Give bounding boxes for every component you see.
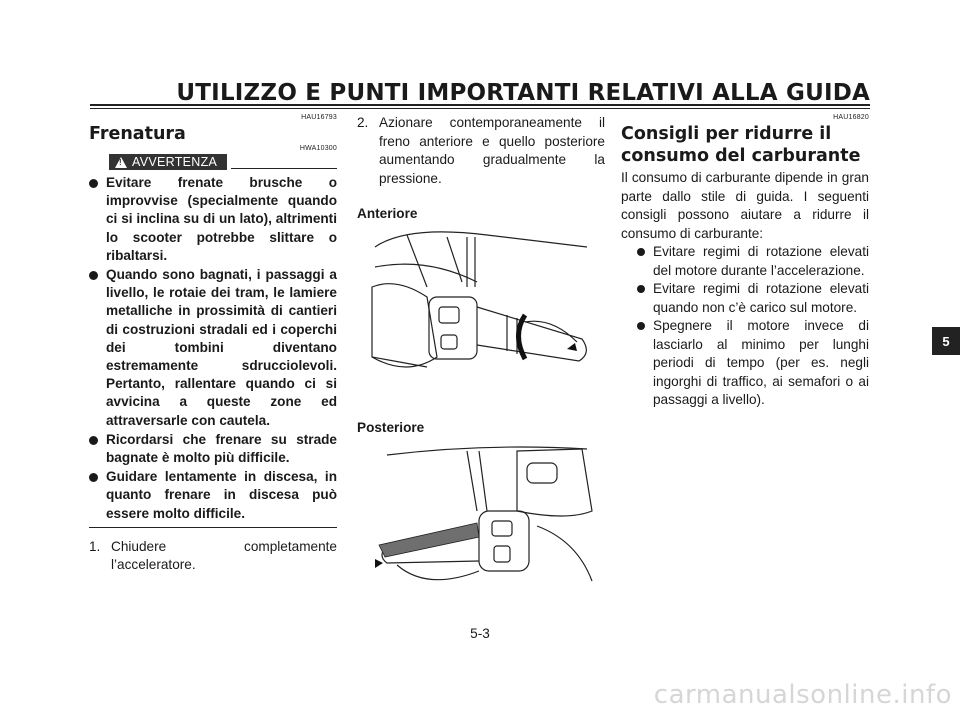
bullet-icon: [637, 322, 645, 330]
warning-item: Guidare lentamente in discesa, in quanto frenare in discesa può essere molto difficile.: [89, 468, 337, 523]
warning-rule: [231, 168, 337, 169]
warning-item: Ricordarsi che frenare su strade bagnate è molto più difficile.: [89, 431, 337, 467]
step-text: Chiudere completamente l’acceleratore.: [111, 538, 337, 573]
bullet-icon: [89, 179, 98, 188]
fuel-intro: Il consumo di carburante dipende in gran parte dallo stile di guida. I seguenti consigli possono aiutare a ridurre il consumo di carburante:: [621, 170, 869, 241]
bullet-icon: [89, 473, 98, 482]
column-fuel: [621, 114, 869, 410]
section-title-fuel: Consigli per ridurre il consumo del carburante: [621, 124, 861, 166]
step-item: [89, 538, 337, 575]
section-title-braking: Frenatura: [89, 124, 186, 144]
warning-item: Quando sono bagnati, i passaggi a livello, le rotaie dei tram, le lamiere metalliche in prossimità di cantieri di costruzioni stradali ed i coperchi dei tombini diventano estremamente sdrucciolevoli. Pertanto, rallentare quando ci si avvicina a queste zone ed attraversarle con cautela.: [89, 266, 337, 430]
header-rule: [90, 104, 870, 106]
column-braking: [89, 114, 337, 575]
warning-label: AVVERTENZA: [132, 155, 218, 169]
page-header-title: UTILIZZO E PUNTI IMPORTANTI RELATIVI ALLA GUIDA: [176, 80, 870, 106]
step-number: 2.: [357, 115, 369, 130]
header-rule-thin: [90, 108, 870, 109]
column-braking-steps: [357, 114, 605, 616]
watermark: carmanualsonline.info: [653, 680, 952, 710]
rear-brake-illustration: [367, 441, 597, 611]
warning-list: [89, 174, 337, 523]
bullet-icon: [637, 248, 645, 256]
step-number: 1.: [89, 538, 101, 554]
tip-item: Spegnere il motore invece di lasciarlo al minimo per lunghi periodi di tempo (per es. negli ingorghi di traffico, ai semafori o ai passaggi a livello).: [637, 317, 869, 410]
bullet-icon: [637, 285, 645, 293]
front-brake-illustration: [367, 227, 597, 397]
bullet-icon: [89, 271, 98, 280]
warning-item: Evitare frenate brusche o improvvise (specialmente quando ci si inclina su di un lato), altrimenti lo scooter potrebbe slittare o ribaltarsi.: [89, 174, 337, 265]
warning-code: HWA10300: [299, 145, 337, 152]
section-code: HAU16820: [833, 114, 869, 121]
tip-item: Evitare regimi di rotazione elevati quando non c’è carico sul motore.: [637, 280, 869, 317]
warning-end-rule: [89, 527, 337, 528]
step-item: [357, 114, 605, 188]
warning-triangle-icon: [115, 157, 127, 168]
warning-badge: [109, 154, 227, 170]
fuel-tips-list: [621, 243, 869, 410]
page-number: 5-3: [470, 626, 490, 641]
figure-label-front: Anteriore: [357, 206, 418, 221]
step-text: Azionare contemporaneamente il freno anteriore e quello posteriore aumentando gradualmente la pressione.: [379, 115, 605, 186]
warning-header: [89, 154, 337, 170]
section-code: HAU16793: [301, 114, 337, 121]
figure-label-rear: Posteriore: [357, 420, 425, 435]
tip-item: Evitare regimi di rotazione elevati del motore durante l’accelerazione.: [637, 243, 869, 280]
bullet-icon: [89, 436, 98, 445]
section-tab: 5: [932, 327, 960, 355]
